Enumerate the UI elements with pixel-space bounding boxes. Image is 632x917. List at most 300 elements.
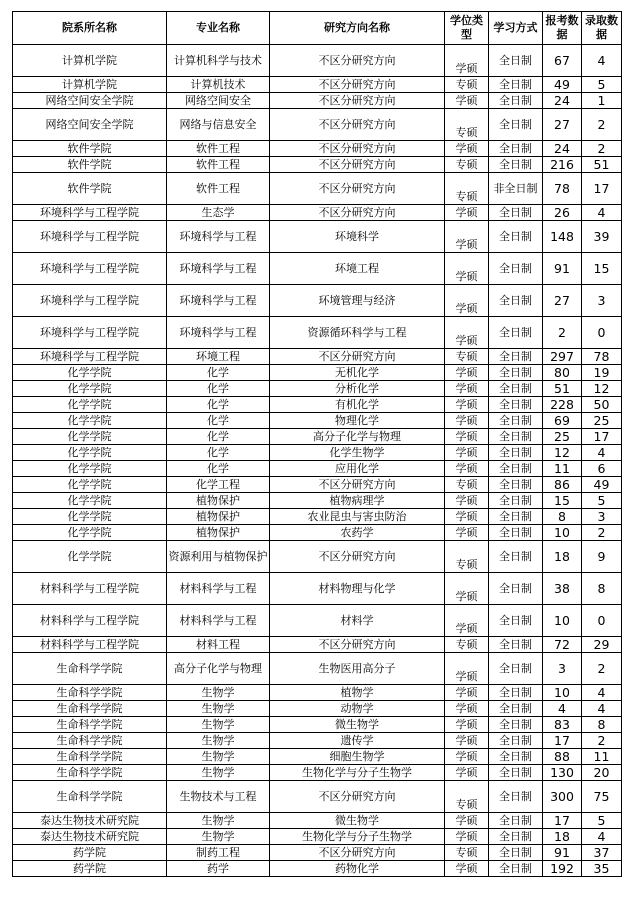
degree-type-cell: 学硕 <box>445 829 489 845</box>
admitted-cell: 9 <box>582 541 622 573</box>
degree-type-cell: 学硕 <box>445 253 489 285</box>
table-row <box>13 381 622 397</box>
major-cell: 生物学 <box>167 829 270 845</box>
applicants-cell: 69 <box>543 413 582 429</box>
department-cell: 化学学院 <box>13 525 167 541</box>
study-mode-cell: 全日制 <box>489 781 543 813</box>
department-cell: 环境科学与工程学院 <box>13 349 167 365</box>
degree-type-cell: 学硕 <box>445 205 489 221</box>
study-mode-cell: 全日制 <box>489 653 543 685</box>
major-cell: 化学 <box>167 413 270 429</box>
degree-type-cell: 专硕 <box>445 845 489 861</box>
applicants-cell: 17 <box>543 733 582 749</box>
major-cell: 生物学 <box>167 749 270 765</box>
major-cell: 化学 <box>167 397 270 413</box>
applicants-cell: 24 <box>543 93 582 109</box>
table-row <box>13 733 622 749</box>
study-mode-cell: 全日制 <box>489 493 543 509</box>
table-row <box>13 637 622 653</box>
major-cell: 生物学 <box>167 701 270 717</box>
major-cell: 制药工程 <box>167 845 270 861</box>
table-row <box>13 253 622 285</box>
applicants-cell: 3 <box>543 653 582 685</box>
degree-type-cell: 学硕 <box>445 413 489 429</box>
direction-cell: 应用化学 <box>270 461 445 477</box>
study-mode-cell: 全日制 <box>489 141 543 157</box>
direction-cell: 环境科学 <box>270 221 445 253</box>
admitted-cell: 25 <box>582 413 622 429</box>
degree-type-cell: 学硕 <box>445 717 489 733</box>
admitted-cell: 2 <box>582 525 622 541</box>
direction-cell: 农业昆虫与害虫防治 <box>270 509 445 525</box>
major-cell: 计算机科学与技术 <box>167 45 270 77</box>
applicants-cell: 10 <box>543 685 582 701</box>
major-cell: 资源利用与植物保护 <box>167 541 270 573</box>
applicants-cell: 300 <box>543 781 582 813</box>
major-cell: 化学 <box>167 445 270 461</box>
applicants-cell: 297 <box>543 349 582 365</box>
department-cell: 泰达生物技术研究院 <box>13 813 167 829</box>
major-cell: 环境科学与工程 <box>167 285 270 317</box>
major-cell: 软件工程 <box>167 157 270 173</box>
admitted-cell: 39 <box>582 221 622 253</box>
major-cell: 材料科学与工程 <box>167 605 270 637</box>
study-mode-cell: 全日制 <box>489 861 543 877</box>
degree-type-cell: 专硕 <box>445 637 489 653</box>
admitted-cell: 29 <box>582 637 622 653</box>
admitted-cell: 37 <box>582 845 622 861</box>
table-row <box>13 205 622 221</box>
degree-type-cell: 专硕 <box>445 477 489 493</box>
applicants-cell: 15 <box>543 493 582 509</box>
department-cell: 生命科学学院 <box>13 765 167 781</box>
degree-type-cell: 专硕 <box>445 173 489 205</box>
degree-type-cell: 学硕 <box>445 749 489 765</box>
direction-cell: 遗传学 <box>270 733 445 749</box>
table-row <box>13 781 622 813</box>
admitted-cell: 51 <box>582 157 622 173</box>
direction-cell: 无机化学 <box>270 365 445 381</box>
major-cell: 生物学 <box>167 733 270 749</box>
applicants-cell: 10 <box>543 605 582 637</box>
applicants-cell: 2 <box>543 317 582 349</box>
degree-type-cell: 学硕 <box>445 93 489 109</box>
study-mode-cell: 全日制 <box>489 749 543 765</box>
major-cell: 环境工程 <box>167 349 270 365</box>
direction-cell: 不区分研究方向 <box>270 141 445 157</box>
direction-cell: 植物病理学 <box>270 493 445 509</box>
department-cell: 环境科学与工程学院 <box>13 285 167 317</box>
direction-cell: 不区分研究方向 <box>270 205 445 221</box>
table-row <box>13 429 622 445</box>
degree-type-cell: 学硕 <box>445 381 489 397</box>
department-cell: 化学学院 <box>13 413 167 429</box>
study-mode-cell: 全日制 <box>489 317 543 349</box>
major-cell: 网络空间安全 <box>167 93 270 109</box>
department-cell: 网络空间安全学院 <box>13 109 167 141</box>
table-row <box>13 317 622 349</box>
department-cell: 泰达生物技术研究院 <box>13 829 167 845</box>
applicants-cell: 49 <box>543 77 582 93</box>
department-cell: 环境科学与工程学院 <box>13 221 167 253</box>
admitted-cell: 20 <box>582 765 622 781</box>
direction-cell: 生物医用高分子 <box>270 653 445 685</box>
admitted-cell: 17 <box>582 429 622 445</box>
study-mode-cell: 全日制 <box>489 717 543 733</box>
degree-type-cell: 学硕 <box>445 701 489 717</box>
applicants-cell: 148 <box>543 221 582 253</box>
study-mode-cell: 全日制 <box>489 349 543 365</box>
applicants-cell: 11 <box>543 461 582 477</box>
department-cell: 药学院 <box>13 861 167 877</box>
degree-type-cell: 专硕 <box>445 109 489 141</box>
applicants-cell: 78 <box>543 173 582 205</box>
col-header-admitted: 录取数据 <box>582 12 622 45</box>
major-cell: 环境科学与工程 <box>167 221 270 253</box>
study-mode-cell: 全日制 <box>489 381 543 397</box>
table-row <box>13 685 622 701</box>
study-mode-cell: 全日制 <box>489 157 543 173</box>
study-mode-cell: 全日制 <box>489 813 543 829</box>
department-cell: 生命科学学院 <box>13 749 167 765</box>
table-row <box>13 717 622 733</box>
study-mode-cell: 全日制 <box>489 93 543 109</box>
degree-type-cell: 学硕 <box>445 317 489 349</box>
applicants-cell: 72 <box>543 637 582 653</box>
direction-cell: 药物化学 <box>270 861 445 877</box>
degree-type-cell: 学硕 <box>445 365 489 381</box>
department-cell: 材料科学与工程学院 <box>13 637 167 653</box>
study-mode-cell: 全日制 <box>489 365 543 381</box>
direction-cell: 动物学 <box>270 701 445 717</box>
department-cell: 计算机学院 <box>13 77 167 93</box>
table-row <box>13 861 622 877</box>
col-header-department: 院系所名称 <box>13 12 167 45</box>
admitted-cell: 12 <box>582 381 622 397</box>
direction-cell: 环境工程 <box>270 253 445 285</box>
study-mode-cell: 全日制 <box>489 573 543 605</box>
admitted-cell: 5 <box>582 493 622 509</box>
direction-cell: 不区分研究方向 <box>270 173 445 205</box>
table-row <box>13 445 622 461</box>
department-cell: 化学学院 <box>13 493 167 509</box>
direction-cell: 微生物学 <box>270 813 445 829</box>
department-cell: 生命科学学院 <box>13 717 167 733</box>
major-cell: 植物保护 <box>167 525 270 541</box>
direction-cell: 不区分研究方向 <box>270 781 445 813</box>
degree-type-cell: 专硕 <box>445 541 489 573</box>
department-cell: 材料科学与工程学院 <box>13 605 167 637</box>
major-cell: 生物学 <box>167 685 270 701</box>
applicants-cell: 91 <box>543 845 582 861</box>
direction-cell: 农药学 <box>270 525 445 541</box>
admitted-cell: 1 <box>582 93 622 109</box>
table-row <box>13 813 622 829</box>
table-row <box>13 397 622 413</box>
department-cell: 化学学院 <box>13 397 167 413</box>
applicants-cell: 17 <box>543 813 582 829</box>
applicants-cell: 12 <box>543 445 582 461</box>
degree-type-cell: 学硕 <box>445 605 489 637</box>
admitted-cell: 78 <box>582 349 622 365</box>
degree-type-cell: 学硕 <box>445 493 489 509</box>
admitted-cell: 4 <box>582 445 622 461</box>
applicants-cell: 18 <box>543 829 582 845</box>
study-mode-cell: 全日制 <box>489 205 543 221</box>
applicants-cell: 216 <box>543 157 582 173</box>
major-cell: 材料科学与工程 <box>167 573 270 605</box>
department-cell: 材料科学与工程学院 <box>13 573 167 605</box>
direction-cell: 不区分研究方向 <box>270 109 445 141</box>
major-cell: 材料工程 <box>167 637 270 653</box>
department-cell: 生命科学学院 <box>13 685 167 701</box>
degree-type-cell: 学硕 <box>445 765 489 781</box>
direction-cell: 不区分研究方向 <box>270 77 445 93</box>
direction-cell: 不区分研究方向 <box>270 477 445 493</box>
study-mode-cell: 全日制 <box>489 509 543 525</box>
direction-cell: 高分子化学与物理 <box>270 429 445 445</box>
table-row <box>13 93 622 109</box>
direction-cell: 化学生物学 <box>270 445 445 461</box>
admitted-cell: 15 <box>582 253 622 285</box>
admitted-cell: 8 <box>582 717 622 733</box>
major-cell: 生物学 <box>167 717 270 733</box>
direction-cell: 不区分研究方向 <box>270 541 445 573</box>
department-cell: 化学学院 <box>13 461 167 477</box>
study-mode-cell: 全日制 <box>489 477 543 493</box>
study-mode-cell: 全日制 <box>489 701 543 717</box>
admitted-cell: 2 <box>582 141 622 157</box>
degree-type-cell: 学硕 <box>445 653 489 685</box>
admitted-cell: 8 <box>582 573 622 605</box>
degree-type-cell: 学硕 <box>445 445 489 461</box>
table-row <box>13 477 622 493</box>
department-cell: 环境科学与工程学院 <box>13 317 167 349</box>
applicants-cell: 228 <box>543 397 582 413</box>
study-mode-cell: 全日制 <box>489 413 543 429</box>
department-cell: 生命科学学院 <box>13 781 167 813</box>
direction-cell: 生物化学与分子生物学 <box>270 829 445 845</box>
applicants-cell: 10 <box>543 525 582 541</box>
table-row <box>13 829 622 845</box>
applicants-cell: 51 <box>543 381 582 397</box>
admitted-cell: 0 <box>582 605 622 637</box>
applicants-cell: 91 <box>543 253 582 285</box>
major-cell: 化学 <box>167 365 270 381</box>
applicants-cell: 26 <box>543 205 582 221</box>
study-mode-cell: 全日制 <box>489 637 543 653</box>
degree-type-cell: 学硕 <box>445 141 489 157</box>
direction-cell: 细胞生物学 <box>270 749 445 765</box>
major-cell: 化学 <box>167 429 270 445</box>
table-row <box>13 365 622 381</box>
study-mode-cell: 全日制 <box>489 109 543 141</box>
department-cell: 软件学院 <box>13 173 167 205</box>
degree-type-cell: 学硕 <box>445 285 489 317</box>
department-cell: 软件学院 <box>13 157 167 173</box>
col-header-study-mode: 学习方式 <box>489 12 543 45</box>
admitted-cell: 3 <box>582 285 622 317</box>
applicants-cell: 130 <box>543 765 582 781</box>
degree-type-cell: 学硕 <box>445 461 489 477</box>
direction-cell: 不区分研究方向 <box>270 93 445 109</box>
degree-type-cell: 学硕 <box>445 685 489 701</box>
department-cell: 生命科学学院 <box>13 733 167 749</box>
applicants-cell: 88 <box>543 749 582 765</box>
direction-cell: 生物化学与分子生物学 <box>270 765 445 781</box>
col-header-major: 专业名称 <box>167 12 270 45</box>
study-mode-cell: 全日制 <box>489 253 543 285</box>
table-row <box>13 653 622 685</box>
table-row <box>13 525 622 541</box>
degree-type-cell: 专硕 <box>445 77 489 93</box>
degree-type-cell: 学硕 <box>445 429 489 445</box>
study-mode-cell: 全日制 <box>489 845 543 861</box>
direction-cell: 物理化学 <box>270 413 445 429</box>
study-mode-cell: 全日制 <box>489 221 543 253</box>
table-row <box>13 605 622 637</box>
study-mode-cell: 全日制 <box>489 765 543 781</box>
department-cell: 化学学院 <box>13 445 167 461</box>
admitted-cell: 0 <box>582 317 622 349</box>
admitted-cell: 4 <box>582 45 622 77</box>
department-cell: 化学学院 <box>13 477 167 493</box>
direction-cell: 植物学 <box>270 685 445 701</box>
department-cell: 化学学院 <box>13 429 167 445</box>
header-row <box>13 12 622 45</box>
table-row <box>13 285 622 317</box>
col-header-degree-type: 学位类型 <box>445 12 489 45</box>
admitted-cell: 17 <box>582 173 622 205</box>
major-cell: 植物保护 <box>167 509 270 525</box>
admitted-cell: 4 <box>582 205 622 221</box>
major-cell: 药学 <box>167 861 270 877</box>
degree-type-cell: 学硕 <box>445 221 489 253</box>
direction-cell: 材料学 <box>270 605 445 637</box>
table-row <box>13 493 622 509</box>
major-cell: 生物学 <box>167 765 270 781</box>
applicants-cell: 18 <box>543 541 582 573</box>
applicants-cell: 4 <box>543 701 582 717</box>
table-row <box>13 109 622 141</box>
study-mode-cell: 全日制 <box>489 829 543 845</box>
table-row <box>13 845 622 861</box>
study-mode-cell: 全日制 <box>489 733 543 749</box>
degree-type-cell: 专硕 <box>445 349 489 365</box>
direction-cell: 环境管理与经济 <box>270 285 445 317</box>
applicants-cell: 24 <box>543 141 582 157</box>
applicants-cell: 25 <box>543 429 582 445</box>
study-mode-cell: 全日制 <box>489 45 543 77</box>
major-cell: 软件工程 <box>167 141 270 157</box>
admitted-cell: 2 <box>582 653 622 685</box>
table-row <box>13 573 622 605</box>
applicants-cell: 80 <box>543 365 582 381</box>
applicants-cell: 27 <box>543 109 582 141</box>
department-cell: 药学院 <box>13 845 167 861</box>
direction-cell: 材料物理与化学 <box>270 573 445 605</box>
table-row <box>13 45 622 77</box>
department-cell: 环境科学与工程学院 <box>13 205 167 221</box>
study-mode-cell: 全日制 <box>489 397 543 413</box>
direction-cell: 不区分研究方向 <box>270 45 445 77</box>
admitted-cell: 4 <box>582 829 622 845</box>
table-row <box>13 173 622 205</box>
applicants-cell: 67 <box>543 45 582 77</box>
major-cell: 植物保护 <box>167 493 270 509</box>
major-cell: 环境科学与工程 <box>167 317 270 349</box>
major-cell: 生态学 <box>167 205 270 221</box>
direction-cell: 微生物学 <box>270 717 445 733</box>
major-cell: 计算机技术 <box>167 77 270 93</box>
direction-cell: 不区分研究方向 <box>270 157 445 173</box>
table-row <box>13 701 622 717</box>
major-cell: 网络与信息安全 <box>167 109 270 141</box>
admitted-cell: 5 <box>582 813 622 829</box>
degree-type-cell: 学硕 <box>445 397 489 413</box>
major-cell: 软件工程 <box>167 173 270 205</box>
admitted-cell: 19 <box>582 365 622 381</box>
department-cell: 化学学院 <box>13 509 167 525</box>
admitted-cell: 4 <box>582 701 622 717</box>
study-mode-cell: 全日制 <box>489 685 543 701</box>
applicants-cell: 192 <box>543 861 582 877</box>
admitted-cell: 35 <box>582 861 622 877</box>
degree-type-cell: 专硕 <box>445 157 489 173</box>
study-mode-cell: 全日制 <box>489 605 543 637</box>
major-cell: 生物技术与工程 <box>167 781 270 813</box>
major-cell: 生物学 <box>167 813 270 829</box>
table-row <box>13 157 622 173</box>
col-header-applicants: 报考数据 <box>543 12 582 45</box>
degree-type-cell: 专硕 <box>445 781 489 813</box>
department-cell: 化学学院 <box>13 381 167 397</box>
admitted-cell: 3 <box>582 509 622 525</box>
department-cell: 化学学院 <box>13 541 167 573</box>
table-row <box>13 461 622 477</box>
degree-type-cell: 学硕 <box>445 733 489 749</box>
department-cell: 生命科学学院 <box>13 701 167 717</box>
applicants-cell: 83 <box>543 717 582 733</box>
applicants-cell: 8 <box>543 509 582 525</box>
table-row <box>13 509 622 525</box>
admitted-cell: 6 <box>582 461 622 477</box>
degree-type-cell: 学硕 <box>445 861 489 877</box>
table-row <box>13 749 622 765</box>
major-cell: 高分子化学与物理 <box>167 653 270 685</box>
department-cell: 生命科学学院 <box>13 653 167 685</box>
admitted-cell: 50 <box>582 397 622 413</box>
admissions-table <box>12 11 622 877</box>
applicants-cell: 27 <box>543 285 582 317</box>
major-cell: 化学 <box>167 461 270 477</box>
department-cell: 软件学院 <box>13 141 167 157</box>
department-cell: 化学学院 <box>13 365 167 381</box>
direction-cell: 不区分研究方向 <box>270 845 445 861</box>
department-cell: 网络空间安全学院 <box>13 93 167 109</box>
degree-type-cell: 学硕 <box>445 45 489 77</box>
department-cell: 计算机学院 <box>13 45 167 77</box>
direction-cell: 不区分研究方向 <box>270 349 445 365</box>
study-mode-cell: 全日制 <box>489 285 543 317</box>
table-row <box>13 413 622 429</box>
department-cell: 环境科学与工程学院 <box>13 253 167 285</box>
major-cell: 化学 <box>167 381 270 397</box>
admitted-cell: 5 <box>582 77 622 93</box>
study-mode-cell: 全日制 <box>489 525 543 541</box>
applicants-cell: 86 <box>543 477 582 493</box>
major-cell: 环境科学与工程 <box>167 253 270 285</box>
